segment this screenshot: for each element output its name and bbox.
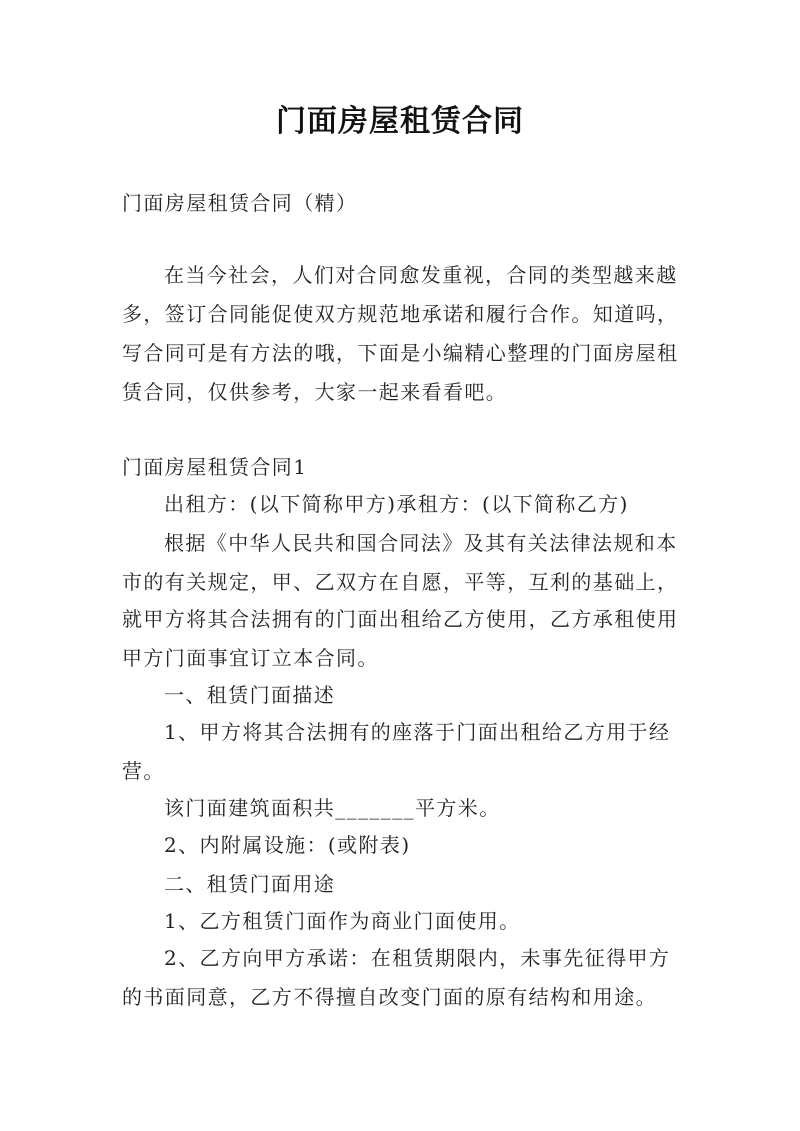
body-line-10: 2、内附属设施：(或附表) <box>164 833 411 857</box>
intro-line-4: 赁合同，仅供参考，大家一起来看看吧。 <box>122 380 508 404</box>
section-heading: 门面房屋租赁合同1 <box>122 455 308 479</box>
body-line-12: 1、乙方租赁门面作为商业门面使用。 <box>164 909 521 933</box>
body-line-14: 的书面同意，乙方不得擅自改变门面的原有结构和用途。 <box>122 985 657 1009</box>
body-line-13: 2、乙方向甲方承诺：在租赁期限内，未事先征得甲方 <box>164 946 671 970</box>
body-line-6: 一、租赁门面描述 <box>164 683 336 707</box>
document-title: 门面房屋租赁合同 <box>276 104 524 139</box>
body-line-5: 甲方门面事宜订立本合同。 <box>122 646 379 670</box>
intro-line-1: 在当今社会，人们对合同愈发重视，合同的类型越来越 <box>164 263 678 287</box>
body-line-8: 营。 <box>122 759 165 783</box>
document-subtitle: 门面房屋租赁合同（精） <box>122 191 358 215</box>
body-line-9: 该门面建筑面积共_______平方米。 <box>164 796 501 820</box>
body-line-1: 出租方：(以下简称甲方)承租方：(以下简称乙方) <box>164 492 629 516</box>
body-line-11: 二、租赁门面用途 <box>164 872 336 896</box>
intro-line-3: 写合同可是有方法的哦，下面是小编精心整理的门面房屋租 <box>122 341 679 365</box>
body-line-4: 就甲方将其合法拥有的门面出租给乙方使用，乙方承租使用 <box>122 607 679 631</box>
intro-line-2: 多，签订合同能促使双方规范地承诺和履行合作。知道吗， <box>122 302 679 326</box>
body-line-3: 市的有关规定，甲、乙双方在自愿，平等，互利的基础上， <box>122 570 679 594</box>
body-line-2: 根据《中华人民共和国合同法》及其有关法律法规和本 <box>164 531 678 555</box>
body-line-7: 1、甲方将其合法拥有的座落于门面出租给乙方用于经 <box>164 720 671 744</box>
